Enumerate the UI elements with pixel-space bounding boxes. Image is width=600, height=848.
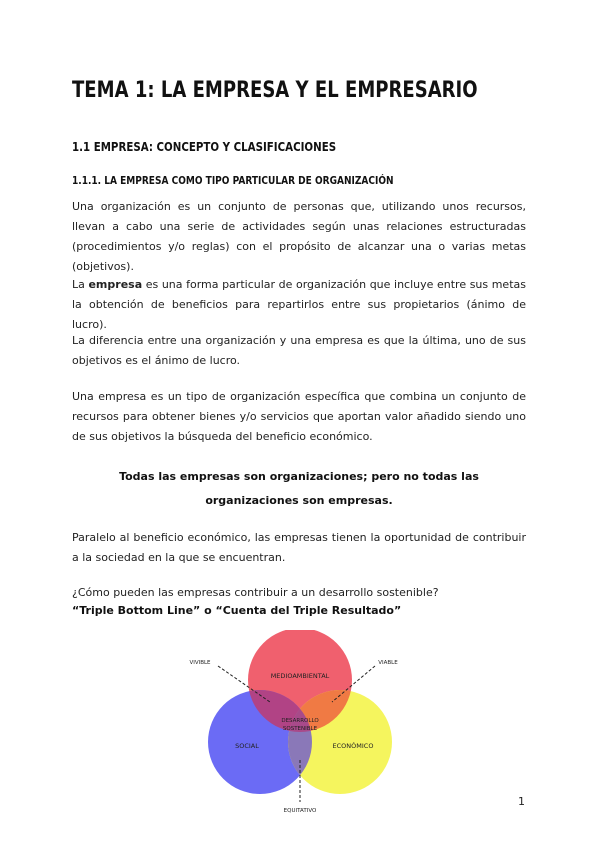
- venn-label-left: SOCIAL: [235, 742, 259, 750]
- paragraph-difference: La diferencia entre una organización y una empresa es que la última, uno de sus objetivos es el ánimo de lucro.: [72, 334, 526, 367]
- highlight-statement: Todas las empresas son organizaciones; pero no todas las organizaciones son empresas.: [119, 470, 479, 507]
- triple-bottom-line-venn-diagram: [170, 630, 450, 820]
- venn-label-equitativo: EQUITATIVO: [283, 808, 317, 814]
- paragraph-text: es una forma particular de organización que incluye entre sus metas la obtención de beneficios para repartirlos entre sus propietarios (ánimo de lucro).: [72, 278, 526, 331]
- section-heading: 1.1 EMPRESA: CONCEPTO Y CLASIFICACIONES: [72, 139, 337, 154]
- paragraph-text: La: [72, 278, 89, 291]
- venn-label-vivible: VIVIBLE: [189, 660, 211, 666]
- venn-label-right: ECONÓMICO: [332, 742, 374, 750]
- page-number: 1: [518, 795, 525, 808]
- subsection-heading: 1.1.1. LA EMPRESA COMO TIPO PARTICULAR DE ORGANIZACIÓN: [72, 174, 394, 187]
- venn-center-line2: SOSTENIBLE: [282, 726, 318, 732]
- page-title: TEMA 1: LA EMPRESA Y EL EMPRESARIO: [72, 78, 478, 103]
- paragraph-organization-definition: Una organización es un conjunto de personas que, utilizando unos recursos, llevan a cabo una serie de actividades según unas relaciones estructuradas (procedimientos y/o reglas) con el propósito de alcanzar una o varias metas (objetivos).: [72, 200, 526, 273]
- venn-label-viable: VIABLE: [378, 660, 398, 666]
- paragraph-specific-organization: Una empresa es un tipo de organización específica que combina un conjunto de recursos para obtener bienes y/o servicios que aportan valor añadido siendo uno de sus objetivos la búsqueda del beneficio económico.: [72, 390, 526, 443]
- question-line: ¿Cómo pueden las empresas contribuir a un desarrollo sostenible?: [72, 586, 439, 599]
- venn-center-line1: DESARROLLO: [281, 718, 319, 724]
- triple-bottom-line-heading: “Triple Bottom Line” o “Cuenta del Triple Resultado”: [72, 604, 402, 617]
- venn-label-top: MEDIOAMBIENTAL: [270, 672, 330, 680]
- paragraph-social-contribution: Paralelo al beneficio económico, las empresas tienen la oportunidad de contribuir a la sociedad en la que se encuentran.: [72, 531, 526, 564]
- bold-term-empresa: empresa: [88, 278, 143, 291]
- paragraph-company-definition: [72, 275, 526, 335]
